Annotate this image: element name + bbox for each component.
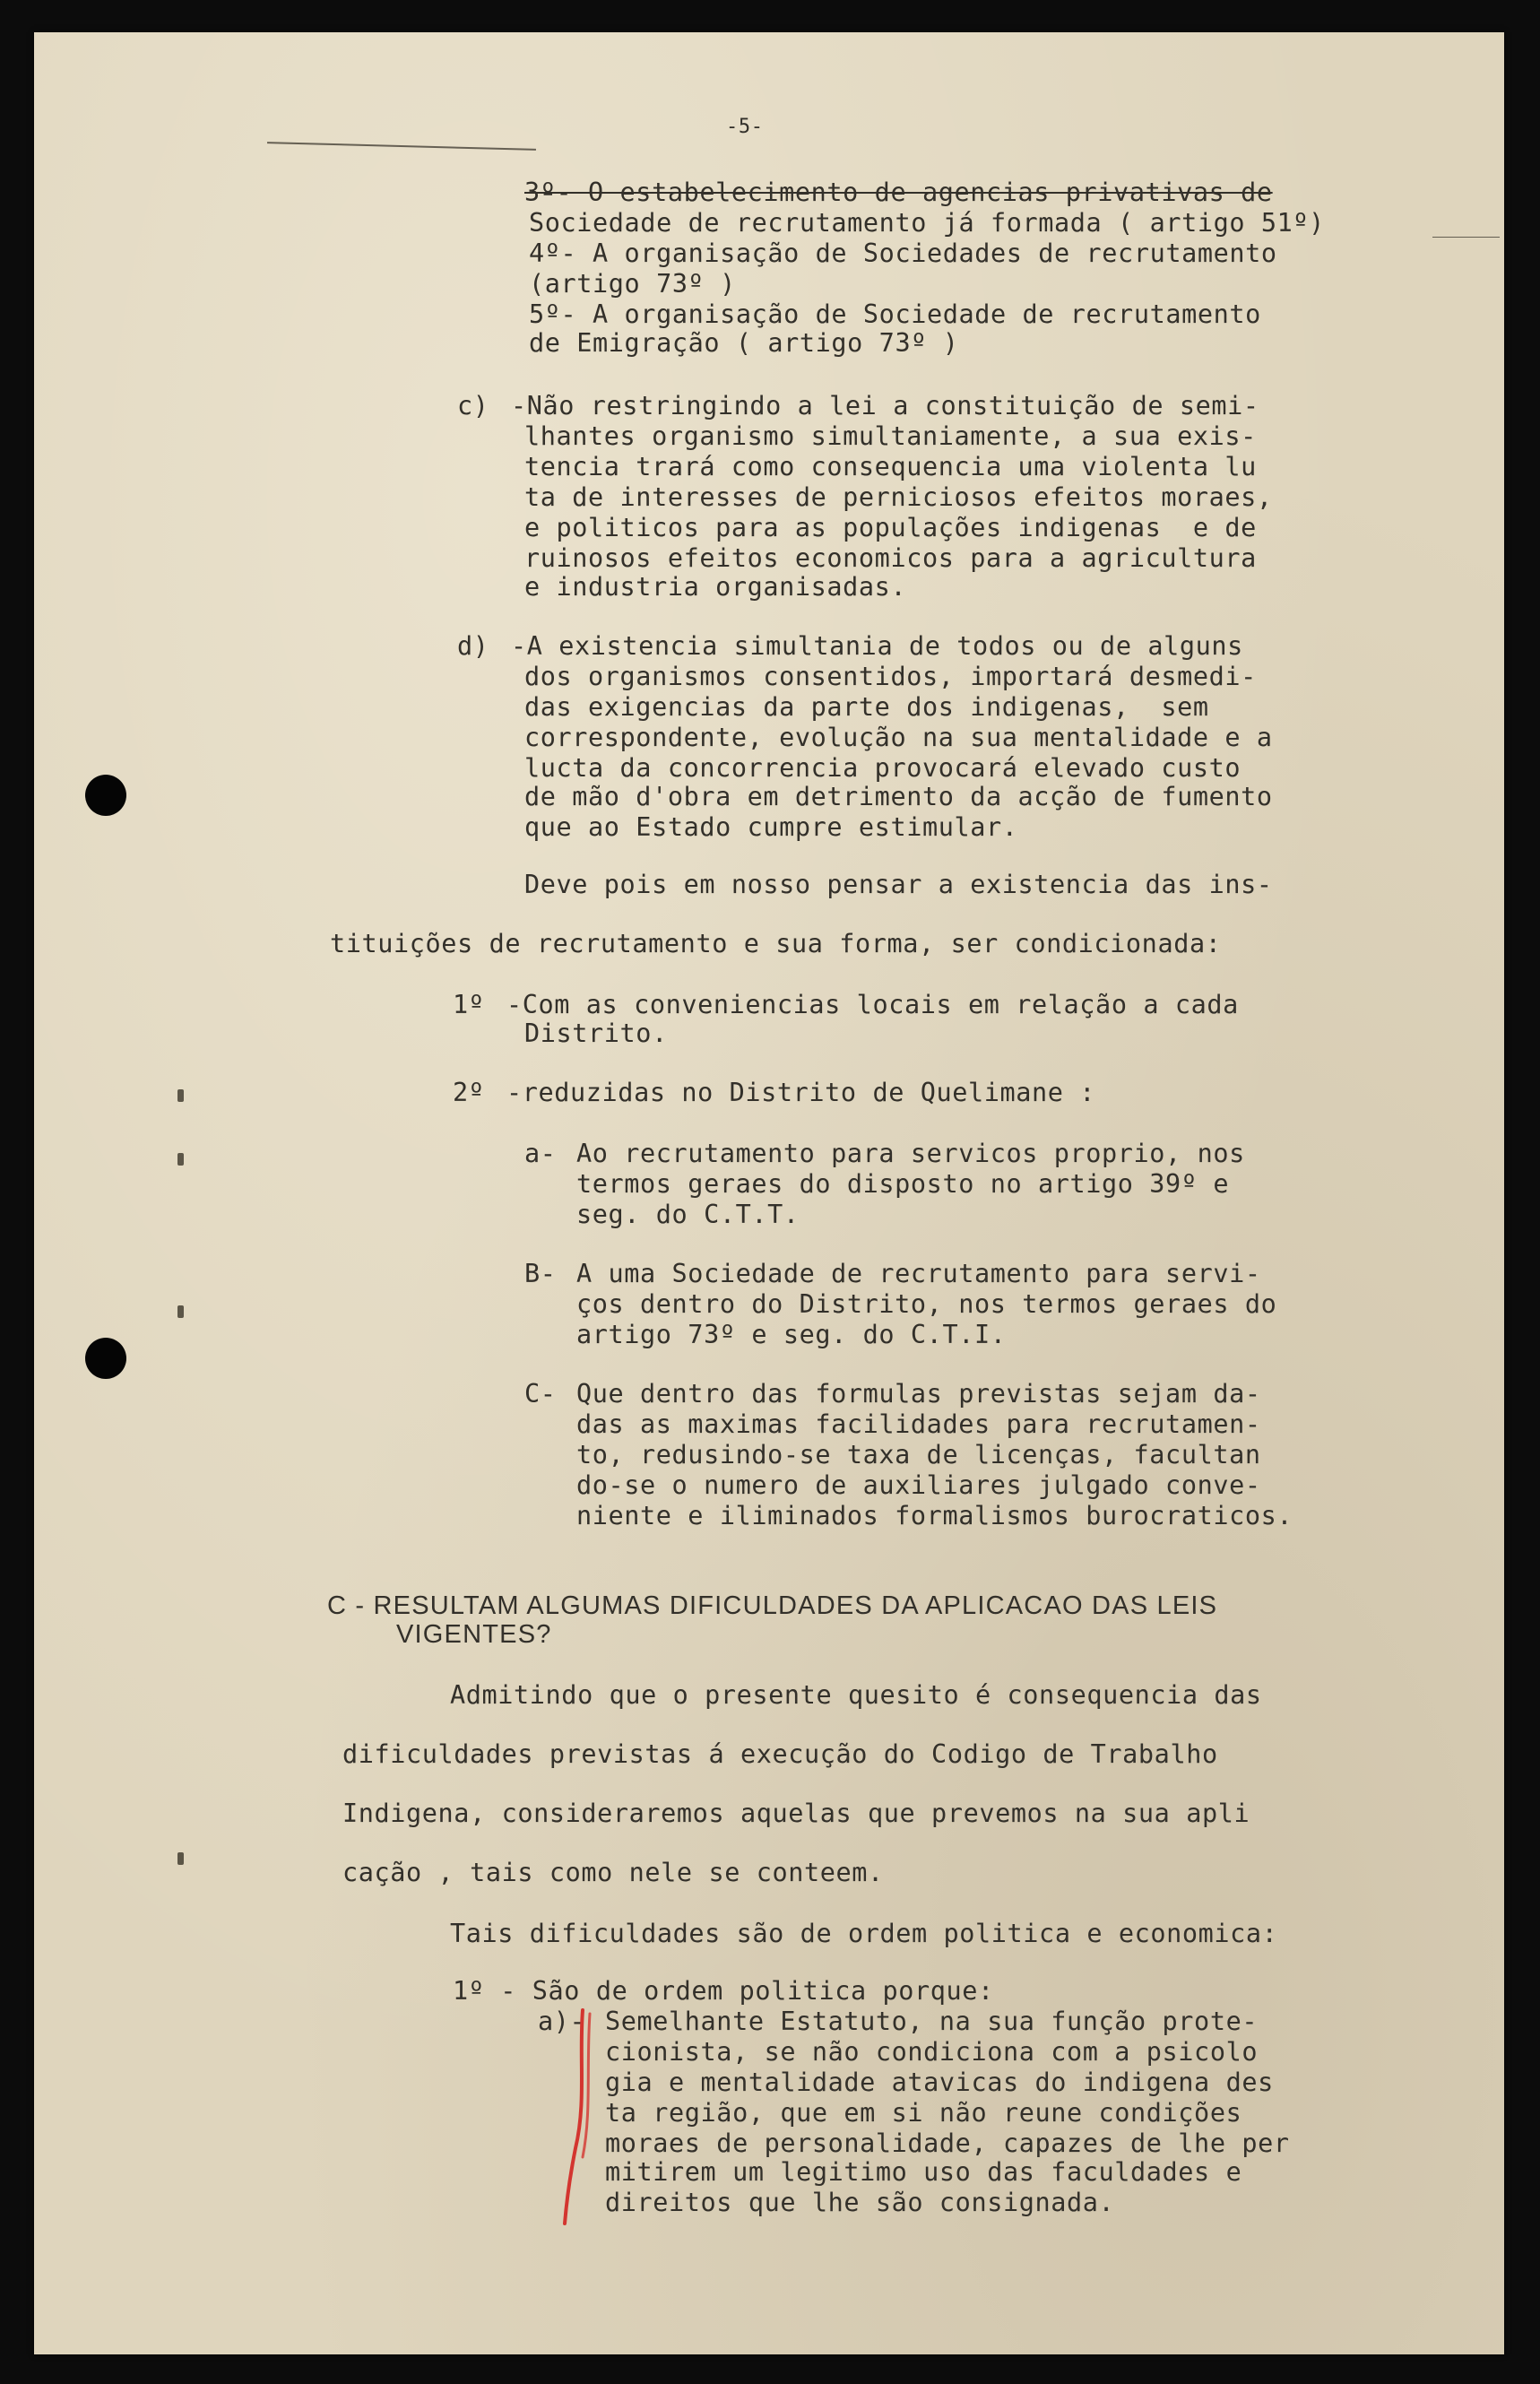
- page-number: -5-: [726, 116, 764, 138]
- text-line: do-se o numero de auxiliares julgado conve-: [576, 1470, 1261, 1500]
- text-line: mitirem um legitimo uso das faculdades e: [605, 2157, 1242, 2187]
- staple-mark: [177, 1852, 184, 1865]
- text-line: lucta da concorrencia provocará elevado custo: [524, 753, 1242, 783]
- text-line: de Emigração ( artigo 73º ): [529, 328, 959, 358]
- text-line: Tais dificuldades são de ordem politica e economica:: [450, 1919, 1278, 1948]
- text-line: ruinosos efeitos economicos para a agricultura: [524, 543, 1257, 573]
- staple-mark: [177, 1305, 184, 1318]
- text-line: Sociedade de recrutamento já formada ( artigo 51º): [529, 208, 1325, 238]
- text-line: Ao recrutamento para servicos proprio, nos: [576, 1139, 1245, 1168]
- staple-mark: [177, 1089, 184, 1102]
- red-margin-mark: [556, 2005, 601, 2229]
- text-line: e industria organisadas.: [524, 572, 907, 602]
- margin-mark: [1432, 237, 1500, 238]
- text-line: direitos que lhe são consignada.: [605, 2188, 1115, 2217]
- list-marker: 2º: [453, 1078, 485, 1107]
- text-line: ta de interesses de perniciosos efeitos moraes,: [524, 482, 1273, 512]
- text-line: lhantes organismo simultaniamente, a sua exis-: [524, 421, 1257, 451]
- list-marker: C-: [524, 1379, 557, 1409]
- text-line: 5º- A organisação de Sociedade de recrutamento: [529, 299, 1261, 329]
- list-marker: 1º: [453, 990, 485, 1019]
- text-line: que ao Estado cumpre estimular.: [524, 812, 1018, 842]
- list-marker: c): [457, 391, 489, 420]
- text-line: das as maximas facilidades para recrutamen-: [576, 1409, 1261, 1439]
- text-line: Semelhante Estatuto, na sua função prote-: [605, 2007, 1259, 2036]
- text-line: das exigencias da parte dos indigenas, sem: [524, 692, 1209, 722]
- text-line: dos organismos consentidos, importará desmedi-: [524, 662, 1257, 691]
- text-line: to, redusindo-se taxa de licenças, facultan: [576, 1440, 1261, 1469]
- text-line: ta região, que em si não reune condições: [605, 2098, 1242, 2128]
- text-line: dificuldades previstas á execução do Codigo de Trabalho: [342, 1739, 1218, 1769]
- text-line: A uma Sociedade de recrutamento para servi-: [576, 1259, 1261, 1288]
- list-marker: B-: [524, 1259, 557, 1288]
- text-line: -reduzidas no Distrito de Quelimane :: [506, 1078, 1096, 1107]
- text-line: cionista, se não condiciona com a psicolo: [605, 2037, 1259, 2067]
- section-heading: VIGENTES?: [396, 1620, 552, 1649]
- header-rule: [267, 142, 536, 151]
- text-line: correspondente, evolução na sua mentalidade e a: [524, 723, 1273, 752]
- text-line: seg. do C.T.T.: [576, 1200, 800, 1229]
- text-line: niente e iliminados formalismos burocraticos.: [576, 1501, 1293, 1530]
- text-line: 1º - São de ordem politica porque:: [453, 1976, 994, 2006]
- text-line: gia e mentalidade atavicas do indigena des: [605, 2068, 1274, 2097]
- text-line: 3º- O estabelecimento de agencias privativas de: [524, 178, 1273, 207]
- text-line: tituições de recrutamento e sua forma, ser condicionada:: [330, 929, 1222, 958]
- text-line: ços dentro do Distrito, nos termos geraes do: [576, 1289, 1277, 1319]
- text-line: 4º- A organisação de Sociedades de recrutamento: [529, 238, 1277, 268]
- text-line: -Não restringindo a lei a constituição de semi-: [511, 391, 1259, 420]
- text-line: tencia trará como consequencia uma violenta lu: [524, 452, 1257, 481]
- text-line: e politicos para as populações indigenas e de: [524, 513, 1257, 542]
- text-line: cação , tais como nele se conteem.: [342, 1858, 884, 1887]
- text-line: -Com as conveniencias locais em relação a cada: [506, 990, 1239, 1019]
- text-line: Que dentro das formulas previstas sejam da-: [576, 1379, 1261, 1409]
- text-line: Admitindo que o presente quesito é consequencia das: [450, 1680, 1262, 1710]
- list-marker: d): [457, 631, 489, 661]
- punch-hole: [85, 1338, 126, 1379]
- text-line: termos geraes do disposto no artigo 39º e: [576, 1169, 1230, 1199]
- section-heading: C - RESULTAM ALGUMAS DIFICULDADES DA APLICACAO DAS LEIS: [327, 1591, 1218, 1620]
- text-line: de mão d'obra em detrimento da acção de fumento: [524, 782, 1273, 811]
- text-line: artigo 73º e seg. do C.T.I.: [576, 1320, 1007, 1349]
- text-line: Deve pois em nosso pensar a existencia das ins-: [524, 870, 1273, 899]
- text-line: -A existencia simultania de todos ou de alguns: [511, 631, 1243, 661]
- text-line: moraes de personalidade, capazes de lhe per: [605, 2128, 1290, 2158]
- punch-hole: [85, 775, 126, 816]
- staple-mark: [177, 1153, 184, 1166]
- list-marker: a-: [524, 1139, 557, 1168]
- text-line: Distrito.: [524, 1019, 668, 1048]
- text-line: Indigena, consideraremos aquelas que prevemos na sua apli: [342, 1799, 1250, 1828]
- text-line: (artigo 73º ): [529, 269, 736, 299]
- list-marker: a)-: [538, 2007, 586, 2036]
